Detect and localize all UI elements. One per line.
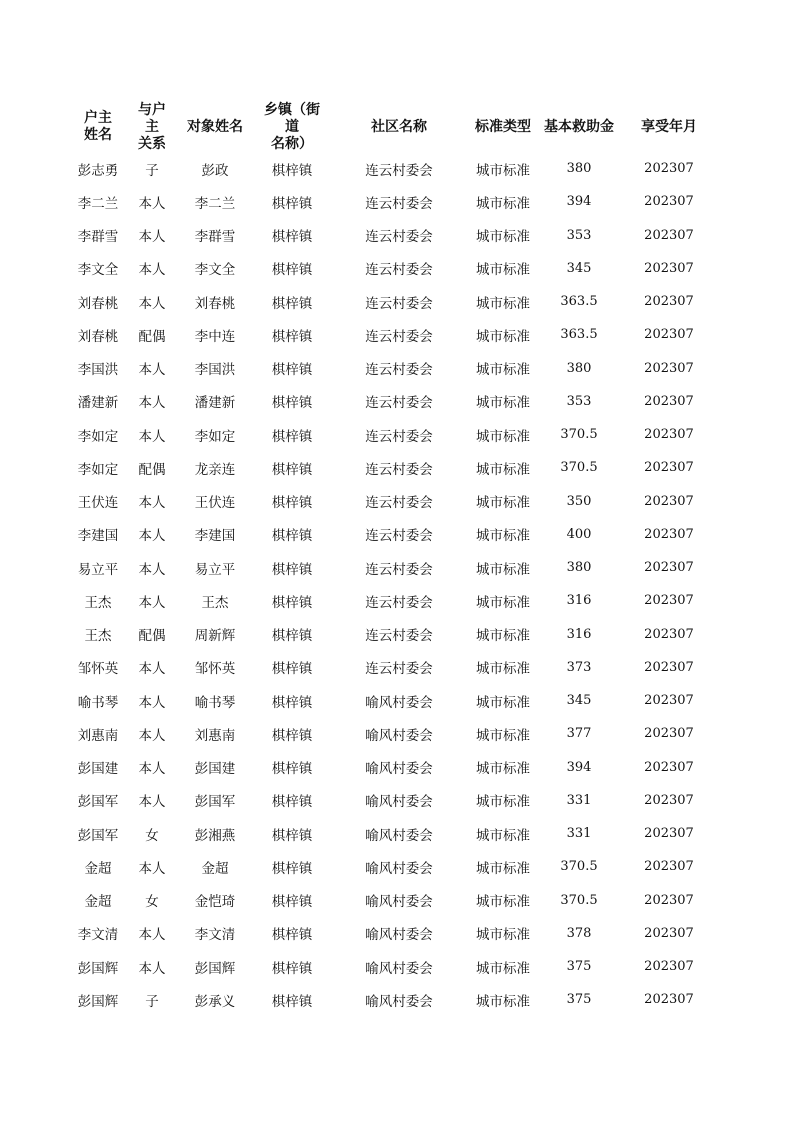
standard-type-cell: 城市标准 xyxy=(476,461,530,478)
relationship-cell: 本人 xyxy=(138,528,166,545)
recipient-name-cell: 邹怀英 xyxy=(194,661,236,678)
township-cell: 棋梓镇 xyxy=(271,860,313,877)
community-cell: 连云村委会 xyxy=(365,395,433,412)
table-row xyxy=(64,485,724,518)
recipient-name-cell: 彭湘燕 xyxy=(194,827,236,844)
assistance-amount-cell: 331 xyxy=(566,826,592,842)
community-cell: 喻风村委会 xyxy=(365,694,433,711)
relationship-cell: 子 xyxy=(145,993,159,1010)
table-row xyxy=(64,285,724,318)
township-cell: 棋梓镇 xyxy=(271,528,313,545)
assistance-amount-cell: 400 xyxy=(566,526,592,542)
assistance-amount-cell: 377 xyxy=(566,726,592,742)
effective-month-cell: 202307 xyxy=(644,227,694,243)
township-cell: 棋梓镇 xyxy=(271,262,313,279)
standard-type-cell: 城市标准 xyxy=(476,761,530,778)
relationship-cell: 本人 xyxy=(138,594,166,611)
relationship-cell: 本人 xyxy=(138,561,166,578)
effective-month-cell: 202307 xyxy=(644,659,694,675)
table-row xyxy=(64,418,724,451)
standard-type-cell: 城市标准 xyxy=(476,229,530,246)
relationship-cell: 配偶 xyxy=(138,628,166,645)
relationship-cell: 本人 xyxy=(138,661,166,678)
effective-month-cell: 202307 xyxy=(644,759,694,775)
relationship-cell: 配偶 xyxy=(138,461,166,478)
household-head-cell: 李如定 xyxy=(77,428,119,445)
recipient-name-cell: 易立平 xyxy=(194,561,236,578)
recipient-name-cell: 喻书琴 xyxy=(194,694,236,711)
table-body xyxy=(64,152,724,1017)
standard-type-cell: 城市标准 xyxy=(476,894,530,911)
community-cell: 连云村委会 xyxy=(365,229,433,246)
effective-month-cell: 202307 xyxy=(644,427,694,443)
household-head-cell: 金超 xyxy=(84,894,112,911)
effective-month-cell: 202307 xyxy=(644,693,694,709)
relationship-cell: 本人 xyxy=(138,395,166,412)
township-cell: 棋梓镇 xyxy=(271,561,313,578)
header-recipient-name: 对象姓名 xyxy=(187,118,243,135)
table-row xyxy=(64,219,724,252)
household-head-cell: 刘春桃 xyxy=(77,295,119,312)
household-head-cell: 潘建新 xyxy=(77,395,119,412)
standard-type-cell: 城市标准 xyxy=(476,927,530,944)
recipient-name-cell: 周新辉 xyxy=(194,628,236,645)
township-cell: 棋梓镇 xyxy=(271,993,313,1010)
relationship-cell: 本人 xyxy=(138,262,166,279)
standard-type-cell: 城市标准 xyxy=(476,395,530,412)
relationship-cell: 本人 xyxy=(138,960,166,977)
table-row xyxy=(64,817,724,850)
community-cell: 喻风村委会 xyxy=(365,894,433,911)
household-head-cell: 彭国军 xyxy=(77,827,119,844)
household-head-cell: 易立平 xyxy=(77,561,119,578)
relationship-cell: 配偶 xyxy=(138,328,166,345)
recipient-name-cell: 李文清 xyxy=(194,927,236,944)
standard-type-cell: 城市标准 xyxy=(476,295,530,312)
table-header-row xyxy=(64,101,724,152)
assistance-amount-cell: 370.5 xyxy=(560,460,598,476)
header-basic-assistance: 基本救助金 xyxy=(544,118,614,135)
table-row xyxy=(64,651,724,684)
effective-month-cell: 202307 xyxy=(644,194,694,210)
township-cell: 棋梓镇 xyxy=(271,661,313,678)
community-cell: 连云村委会 xyxy=(365,428,433,445)
household-head-cell: 王杰 xyxy=(84,594,112,611)
standard-type-cell: 城市标准 xyxy=(476,328,530,345)
header-standard-type: 标准类型 xyxy=(475,118,531,135)
standard-type-cell: 城市标准 xyxy=(476,794,530,811)
table-row xyxy=(64,584,724,617)
assistance-amount-cell: 380 xyxy=(566,560,592,576)
township-cell: 棋梓镇 xyxy=(271,295,313,312)
effective-month-cell: 202307 xyxy=(644,493,694,509)
standard-type-cell: 城市标准 xyxy=(476,362,530,379)
recipient-name-cell: 李文全 xyxy=(194,262,236,279)
township-cell: 棋梓镇 xyxy=(271,428,313,445)
effective-month-cell: 202307 xyxy=(644,925,694,941)
township-cell: 棋梓镇 xyxy=(271,362,313,379)
table-row xyxy=(64,551,724,584)
standard-type-cell: 城市标准 xyxy=(476,195,530,212)
assistance-amount-cell: 380 xyxy=(566,360,592,376)
household-head-cell: 王杰 xyxy=(84,628,112,645)
relationship-cell: 女 xyxy=(145,827,159,844)
effective-month-cell: 202307 xyxy=(644,959,694,975)
household-head-cell: 彭国辉 xyxy=(77,960,119,977)
community-cell: 喻风村委会 xyxy=(365,727,433,744)
table-row xyxy=(64,684,724,717)
household-head-cell: 彭国建 xyxy=(77,761,119,778)
township-cell: 棋梓镇 xyxy=(271,162,313,179)
township-cell: 棋梓镇 xyxy=(271,727,313,744)
township-cell: 棋梓镇 xyxy=(271,794,313,811)
township-cell: 棋梓镇 xyxy=(271,628,313,645)
assistance-amount-cell: 370.5 xyxy=(560,427,598,443)
recipient-name-cell: 金超 xyxy=(201,860,229,877)
recipient-name-cell: 彭政 xyxy=(201,162,229,179)
community-cell: 连云村委会 xyxy=(365,328,433,345)
effective-month-cell: 202307 xyxy=(644,393,694,409)
table-row xyxy=(64,618,724,651)
assistance-amount-cell: 394 xyxy=(566,759,592,775)
township-cell: 棋梓镇 xyxy=(271,328,313,345)
relationship-cell: 本人 xyxy=(138,195,166,212)
township-cell: 棋梓镇 xyxy=(271,694,313,711)
standard-type-cell: 城市标准 xyxy=(476,727,530,744)
relationship-cell: 本人 xyxy=(138,295,166,312)
assistance-amount-cell: 373 xyxy=(566,659,592,675)
township-cell: 棋梓镇 xyxy=(271,594,313,611)
header-effective-month: 享受年月 xyxy=(641,118,697,135)
recipient-name-cell: 李国洪 xyxy=(194,362,236,379)
recipient-name-cell: 彭国建 xyxy=(194,761,236,778)
assistance-amount-cell: 316 xyxy=(566,626,592,642)
community-cell: 喻风村委会 xyxy=(365,960,433,977)
community-cell: 喻风村委会 xyxy=(365,761,433,778)
township-cell: 棋梓镇 xyxy=(271,927,313,944)
effective-month-cell: 202307 xyxy=(644,294,694,310)
assistance-amount-cell: 331 xyxy=(566,792,592,808)
assistance-amount-cell: 353 xyxy=(566,393,592,409)
community-cell: 连云村委会 xyxy=(365,594,433,611)
township-cell: 棋梓镇 xyxy=(271,827,313,844)
standard-type-cell: 城市标准 xyxy=(476,628,530,645)
standard-type-cell: 城市标准 xyxy=(476,495,530,512)
effective-month-cell: 202307 xyxy=(644,626,694,642)
community-cell: 连云村委会 xyxy=(365,495,433,512)
recipient-name-cell: 金恺琦 xyxy=(194,894,236,911)
standard-type-cell: 城市标准 xyxy=(476,694,530,711)
table-row xyxy=(64,318,724,351)
effective-month-cell: 202307 xyxy=(644,593,694,609)
header-household-head-name: 户主 姓名 xyxy=(84,110,112,143)
community-cell: 喻风村委会 xyxy=(365,827,433,844)
table-row xyxy=(64,983,724,1016)
table-row xyxy=(64,717,724,750)
community-cell: 连云村委会 xyxy=(365,461,433,478)
table-row xyxy=(64,385,724,418)
assistance-table xyxy=(64,101,724,1017)
table-row xyxy=(64,784,724,817)
relationship-cell: 本人 xyxy=(138,860,166,877)
assistance-amount-cell: 370.5 xyxy=(560,859,598,875)
assistance-amount-cell: 345 xyxy=(566,260,592,276)
recipient-name-cell: 王伏连 xyxy=(194,495,236,512)
household-head-cell: 李群雪 xyxy=(77,229,119,246)
household-head-cell: 刘惠南 xyxy=(77,727,119,744)
household-head-cell: 彭志勇 xyxy=(77,162,119,179)
relationship-cell: 本人 xyxy=(138,694,166,711)
community-cell: 喻风村委会 xyxy=(365,993,433,1010)
table-row xyxy=(64,352,724,385)
standard-type-cell: 城市标准 xyxy=(476,428,530,445)
community-cell: 连云村委会 xyxy=(365,561,433,578)
household-head-cell: 李文全 xyxy=(77,262,119,279)
community-cell: 连云村委会 xyxy=(365,295,433,312)
table-row xyxy=(64,917,724,950)
effective-month-cell: 202307 xyxy=(644,992,694,1008)
community-cell: 喻风村委会 xyxy=(365,927,433,944)
recipient-name-cell: 李群雪 xyxy=(194,229,236,246)
standard-type-cell: 城市标准 xyxy=(476,162,530,179)
relationship-cell: 本人 xyxy=(138,761,166,778)
recipient-name-cell: 李如定 xyxy=(194,428,236,445)
community-cell: 连云村委会 xyxy=(365,528,433,545)
standard-type-cell: 城市标准 xyxy=(476,561,530,578)
community-cell: 喻风村委会 xyxy=(365,860,433,877)
header-community: 社区名称 xyxy=(371,118,427,135)
table-row xyxy=(64,252,724,285)
community-cell: 喻风村委会 xyxy=(365,794,433,811)
community-cell: 连云村委会 xyxy=(365,362,433,379)
standard-type-cell: 城市标准 xyxy=(476,993,530,1010)
household-head-cell: 刘春桃 xyxy=(77,328,119,345)
table-row xyxy=(64,451,724,484)
effective-month-cell: 202307 xyxy=(644,792,694,808)
household-head-cell: 李文清 xyxy=(77,927,119,944)
assistance-amount-cell: 353 xyxy=(566,227,592,243)
recipient-name-cell: 刘春桃 xyxy=(194,295,236,312)
household-head-cell: 邹怀英 xyxy=(77,661,119,678)
assistance-amount-cell: 363.5 xyxy=(560,294,598,310)
standard-type-cell: 城市标准 xyxy=(476,661,530,678)
recipient-name-cell: 王杰 xyxy=(201,594,229,611)
standard-type-cell: 城市标准 xyxy=(476,860,530,877)
table-row xyxy=(64,152,724,185)
table-row xyxy=(64,751,724,784)
table-row xyxy=(64,884,724,917)
effective-month-cell: 202307 xyxy=(644,460,694,476)
assistance-amount-cell: 375 xyxy=(566,959,592,975)
effective-month-cell: 202307 xyxy=(644,560,694,576)
table-row xyxy=(64,850,724,883)
recipient-name-cell: 李中连 xyxy=(194,328,236,345)
recipient-name-cell: 彭承义 xyxy=(194,993,236,1010)
effective-month-cell: 202307 xyxy=(644,360,694,376)
township-cell: 棋梓镇 xyxy=(271,461,313,478)
recipient-name-cell: 彭国军 xyxy=(194,794,236,811)
recipient-name-cell: 李二兰 xyxy=(194,195,236,212)
assistance-amount-cell: 363.5 xyxy=(560,327,598,343)
effective-month-cell: 202307 xyxy=(644,526,694,542)
household-head-cell: 李国洪 xyxy=(77,362,119,379)
township-cell: 棋梓镇 xyxy=(271,894,313,911)
household-head-cell: 李如定 xyxy=(77,461,119,478)
standard-type-cell: 城市标准 xyxy=(476,827,530,844)
township-cell: 棋梓镇 xyxy=(271,195,313,212)
relationship-cell: 子 xyxy=(145,162,159,179)
recipient-name-cell: 彭国辉 xyxy=(194,960,236,977)
relationship-cell: 本人 xyxy=(138,794,166,811)
recipient-name-cell: 龙亲连 xyxy=(194,461,236,478)
household-head-cell: 李建国 xyxy=(77,528,119,545)
community-cell: 连云村委会 xyxy=(365,262,433,279)
assistance-amount-cell: 394 xyxy=(566,194,592,210)
relationship-cell: 女 xyxy=(145,894,159,911)
community-cell: 连云村委会 xyxy=(365,162,433,179)
township-cell: 棋梓镇 xyxy=(271,960,313,977)
standard-type-cell: 城市标准 xyxy=(476,594,530,611)
effective-month-cell: 202307 xyxy=(644,859,694,875)
household-head-cell: 王伏连 xyxy=(77,495,119,512)
standard-type-cell: 城市标准 xyxy=(476,262,530,279)
assistance-amount-cell: 350 xyxy=(566,493,592,509)
assistance-amount-cell: 370.5 xyxy=(560,892,598,908)
household-head-cell: 金超 xyxy=(84,860,112,877)
township-cell: 棋梓镇 xyxy=(271,229,313,246)
table-row xyxy=(64,950,724,983)
assistance-amount-cell: 345 xyxy=(566,693,592,709)
effective-month-cell: 202307 xyxy=(644,892,694,908)
township-cell: 棋梓镇 xyxy=(271,395,313,412)
recipient-name-cell: 潘建新 xyxy=(194,395,236,412)
relationship-cell: 本人 xyxy=(138,229,166,246)
header-township: 乡镇（街道 名称） xyxy=(264,101,320,152)
relationship-cell: 本人 xyxy=(138,927,166,944)
assistance-amount-cell: 378 xyxy=(566,925,592,941)
township-cell: 棋梓镇 xyxy=(271,495,313,512)
community-cell: 连云村委会 xyxy=(365,195,433,212)
table-row xyxy=(64,518,724,551)
header-relationship: 与户主 关系 xyxy=(138,101,166,152)
relationship-cell: 本人 xyxy=(138,727,166,744)
household-head-cell: 彭国辉 xyxy=(77,993,119,1010)
relationship-cell: 本人 xyxy=(138,362,166,379)
recipient-name-cell: 刘惠南 xyxy=(194,727,236,744)
effective-month-cell: 202307 xyxy=(644,260,694,276)
effective-month-cell: 202307 xyxy=(644,161,694,177)
table-row xyxy=(64,185,724,218)
effective-month-cell: 202307 xyxy=(644,327,694,343)
relationship-cell: 本人 xyxy=(138,495,166,512)
recipient-name-cell: 李建国 xyxy=(194,528,236,545)
community-cell: 连云村委会 xyxy=(365,661,433,678)
relationship-cell: 本人 xyxy=(138,428,166,445)
standard-type-cell: 城市标准 xyxy=(476,528,530,545)
township-cell: 棋梓镇 xyxy=(271,761,313,778)
effective-month-cell: 202307 xyxy=(644,826,694,842)
household-head-cell: 喻书琴 xyxy=(77,694,119,711)
community-cell: 连云村委会 xyxy=(365,628,433,645)
assistance-amount-cell: 375 xyxy=(566,992,592,1008)
assistance-amount-cell: 380 xyxy=(566,161,592,177)
household-head-cell: 彭国军 xyxy=(77,794,119,811)
standard-type-cell: 城市标准 xyxy=(476,960,530,977)
household-head-cell: 李二兰 xyxy=(77,195,119,212)
effective-month-cell: 202307 xyxy=(644,726,694,742)
assistance-amount-cell: 316 xyxy=(566,593,592,609)
